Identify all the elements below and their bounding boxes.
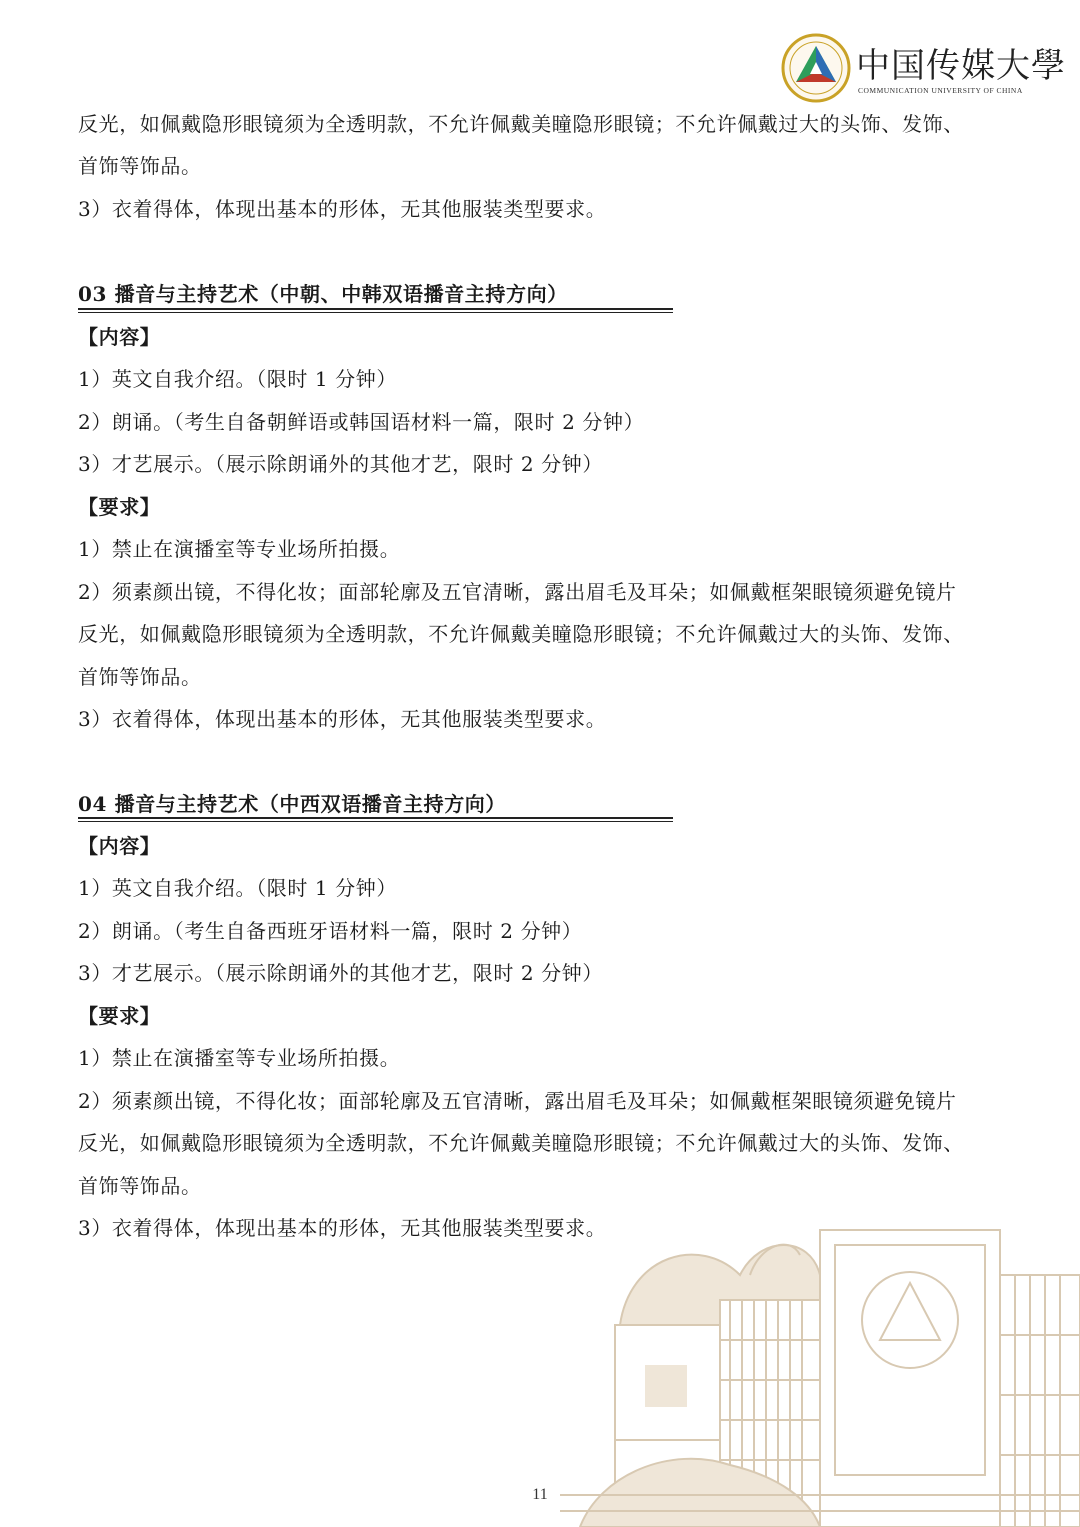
list-item: 1）禁止在演播室等专业场所拍摄。 (78, 1046, 401, 1070)
section-divider (78, 817, 673, 822)
list-item: 1）英文自我介绍。（限时 1 分钟） (78, 876, 397, 900)
section-divider (78, 308, 673, 313)
list-item: 首饰等饰品。 (78, 1174, 202, 1198)
list-item: 2）须素颜出镜，不得化妆；面部轮廓及五官清晰，露出眉毛及耳朵；如佩戴框架眼镜须避免镜片 (78, 1089, 957, 1113)
university-emblem-icon (780, 32, 852, 104)
list-item: 3）衣着得体，体现出基本的形体，无其他服装类型要求。 (78, 707, 607, 731)
paragraph-line: 3）衣着得体，体现出基本的形体，无其他服装类型要求。 (78, 197, 607, 221)
list-item: 反光，如佩戴隐形眼镜须为全透明款，不允许佩戴美瞳隐形眼镜；不允许佩戴过大的头饰、发饰、 (78, 1131, 964, 1155)
requirements-label: 【要求】 (78, 1004, 161, 1028)
list-item: 首饰等饰品。 (78, 665, 202, 689)
page-number: 11 (532, 1486, 548, 1503)
list-item: 3）才艺展示。（展示除朗诵外的其他才艺，限时 2 分钟） (78, 452, 603, 476)
list-item: 2）须素颜出镜，不得化妆；面部轮廓及五官清晰，露出眉毛及耳朵；如佩戴框架眼镜须避免镜片 (78, 580, 957, 604)
list-item: 3）衣着得体，体现出基本的形体，无其他服装类型要求。 (78, 1216, 607, 1240)
list-item: 反光，如佩戴隐形眼镜须为全透明款，不允许佩戴美瞳隐形眼镜；不允许佩戴过大的头饰、发饰、 (78, 622, 964, 646)
requirements-label: 【要求】 (78, 495, 161, 519)
content-label: 【内容】 (78, 325, 161, 349)
university-logo (780, 32, 1066, 110)
list-item: 2）朗诵。（考生自备朝鲜语或韩国语材料一篇，限时 2 分钟） (78, 410, 645, 434)
section-title: 04 播音与主持艺术（中西双语播音主持方向） (78, 792, 506, 816)
campus-building-illustration (560, 1215, 1080, 1527)
paragraph-line: 首饰等饰品。 (78, 154, 202, 178)
university-name-en: COMMUNICATION UNIVERSITY OF CHINA (858, 86, 1023, 95)
university-name-cn: 中国传媒大學 (856, 46, 1066, 86)
content-label: 【内容】 (78, 834, 161, 858)
list-item: 1）禁止在演播室等专业场所拍摄。 (78, 537, 401, 561)
list-item: 2）朗诵。（考生自备西班牙语材料一篇，限时 2 分钟） (78, 919, 583, 943)
list-item: 3）才艺展示。（展示除朗诵外的其他才艺，限时 2 分钟） (78, 961, 603, 985)
list-item: 1）英文自我介绍。（限时 1 分钟） (78, 367, 397, 391)
section-title: 03 播音与主持艺术（中朝、中韩双语播音主持方向） (78, 282, 568, 306)
paragraph-line: 反光，如佩戴隐形眼镜须为全透明款，不允许佩戴美瞳隐形眼镜；不允许佩戴过大的头饰、发饰、 (78, 112, 964, 136)
